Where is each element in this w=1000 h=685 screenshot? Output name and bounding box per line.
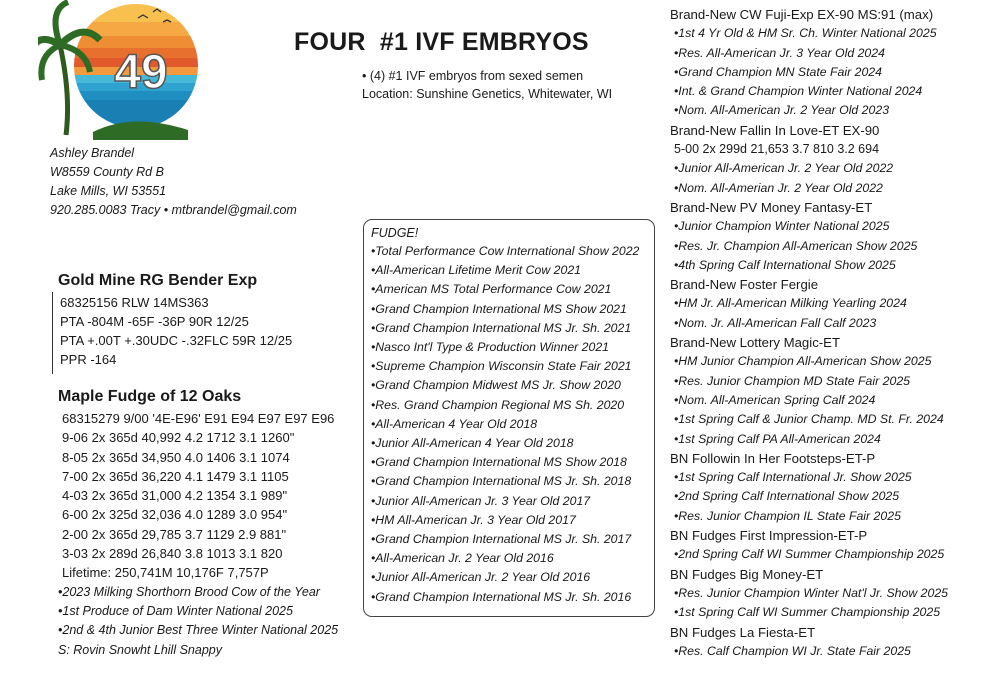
fudge-heading: FUDGE! — [371, 226, 419, 240]
fudge-honor: •Grand Champion International MS Show 2021 — [371, 301, 627, 316]
lot-number: 49 — [114, 46, 168, 99]
contact-address-line1: W8559 County Rd B — [50, 165, 164, 179]
family-member-name: BN Fudges La Fiesta-ET — [670, 624, 816, 640]
dam-honor: •2023 Milking Shorthorn Brood Cow of the Year — [58, 584, 320, 599]
family-member-honor: •HM Junior Champion All-American Show 2025 — [674, 354, 932, 369]
family-member-honor: •1st Spring Calf International Jr. Show 2025 — [674, 470, 912, 485]
fudge-honor: •Junior All-American Jr. 3 Year Old 2017 — [371, 493, 591, 508]
family-member-name: Brand-New Lottery Magic-ET — [670, 335, 841, 351]
family-member-honor: •4th Spring Calf International Show 2025 — [674, 257, 896, 272]
sire-details — [60, 293, 292, 369]
family-member-honor: •Res. Jr. Champion All-American Show 2025 — [674, 238, 918, 253]
family-member-honor: •Int. & Grand Champion Winter National 2024 — [674, 84, 923, 99]
fudge-honor: •Total Performance Cow International Show 2022 — [371, 244, 640, 258]
dam-records — [62, 409, 338, 583]
dam-record: 8-05 2x 365d 34,950 4.0 1406 3.1 1074 — [62, 449, 290, 465]
dam-record: 4-03 2x 365d 31,000 4.2 1354 3.1 989" — [62, 488, 288, 504]
family-member-honor: •Res. All-American Jr. 3 Year Old 2024 — [674, 45, 885, 60]
family-member-honor: •Nom. All-American Spring Calf 2024 — [674, 392, 876, 407]
family-member-honor: •Res. Junior Champion MD State Fair 2025 — [674, 373, 911, 388]
family-member-honor: •Junior Champion Winter National 2025 — [674, 219, 890, 234]
family-member-name: Brand-New CW Fuji-Exp EX-90 MS:91 (max) — [670, 7, 934, 22]
fudge-honor: •Grand Champion International MS Jr. Sh. 2017 — [371, 532, 632, 547]
family-member-name: Brand-New PV Money Fantasy-ET — [670, 199, 873, 215]
family-member-honor: •1st Spring Calf PA All-American 2024 — [674, 431, 881, 446]
dam-record: 68315279 9/00 '4E-E96' E91 E94 E97 E97 E96 — [62, 411, 335, 426]
fudge-honor: •Grand Champion International MS Show 2018 — [371, 455, 627, 470]
fudge-honor: •HM All-American Jr. 3 Year Old 2017 — [371, 512, 576, 527]
sunset-palm-icon — [38, 0, 203, 145]
family-member-record: 5-00 2x 299d 21,653 3.7 810 3.2 694 — [674, 142, 880, 157]
dam-record: Lifetime: 250,741M 10,176F 7,757P — [62, 565, 269, 581]
family-member-honor: •Res. Calf Champion WI Jr. State Fair 2025 — [674, 643, 911, 658]
contact-address-line2: Lake Mills, WI 53551 — [50, 184, 167, 198]
dam-record: 7-00 2x 365d 36,220 4.1 1479 3.1 1105 — [62, 468, 289, 484]
fudge-honor: •Grand Champion International MS Jr. Sh. 2016 — [371, 589, 632, 604]
offer-details — [362, 67, 612, 103]
fudge-honor: •Grand Champion International MS Jr. Sh. 2018 — [371, 474, 632, 489]
family-member-name: BN Fudges Big Money-ET — [670, 566, 824, 582]
fudge-honor: •Grand Champion Midwest MS Jr. Show 2020 — [371, 378, 621, 393]
sire-line: 68325156 RLW 14MS363 — [60, 295, 209, 310]
fudge-honor: •Res. Grand Champion Regional MS Sh. 2020 — [371, 397, 625, 412]
family-member-honor: •Nom. All-American Jr. 2 Year Old 2023 — [674, 103, 890, 118]
family-member-honor: •1st Spring Calf & Junior Champ. MD St. Fr. 2024 — [674, 412, 944, 427]
fudge-honor: •All-American Lifetime Merit Cow 2021 — [371, 263, 582, 278]
sire-name: Gold Mine RG Bender Exp — [58, 272, 258, 289]
family-member-honor: •Res. Junior Champion Winter Nat'l Jr. Show 2025 — [674, 585, 949, 600]
family-member-name: BN Fudges First Impression-ET-P — [670, 528, 868, 544]
family-member-honor: •Junior All-American Jr. 2 Year Old 2022 — [674, 161, 894, 176]
family-member-honor: •Nom. Jr. All-American Fall Calf 2023 — [674, 315, 877, 330]
fudge-honor: •Junior All-American 4 Year Old 2018 — [371, 436, 574, 451]
family-member-honor: •2nd Spring Calf WI Summer Championship 2025 — [674, 547, 945, 562]
dam-honor: •2nd & 4th Junior Best Three Winter National 2025 — [58, 623, 339, 638]
lot-logo — [38, 0, 203, 145]
sire-line: PTA +.00T +.30UDC -.32FLC 59R 12/25 — [60, 333, 293, 348]
fudge-honor: •Junior All-American Jr. 2 Year Old 2016 — [371, 570, 591, 585]
dam-record: 6-00 2x 325d 32,036 4.0 1289 3.0 954" — [62, 507, 288, 523]
family-column — [670, 5, 1000, 661]
dam-record: 9-06 2x 365d 40,992 4.2 1712 3.1 1260" — [62, 430, 295, 446]
family-member-honor: •1st Spring Calf WI Summer Championship 2025 — [674, 605, 941, 620]
sire-section — [58, 272, 292, 369]
dam-name: Maple Fudge of 12 Oaks — [58, 388, 242, 405]
family-member-honor: •HM Jr. All-American Milking Yearling 2024 — [674, 296, 907, 311]
consignor-contact — [50, 144, 297, 220]
dam-honor: •1st Produce of Dam Winter National 2025 — [58, 603, 293, 618]
family-member-name: Brand-New Fallin In Love-ET EX-90 — [670, 122, 880, 138]
family-member-honor: •Res. Junior Champion IL State Fair 2025 — [674, 508, 901, 523]
fudge-honor: •Supreme Champion Wisconsin State Fair 2021 — [371, 359, 632, 374]
fudge-honors-list — [371, 242, 654, 607]
family-member-honor: •2nd Spring Calf International Show 2025 — [674, 489, 900, 504]
sire-line: PTA -804M -65F -36P 90R 12/25 — [60, 314, 249, 329]
location-line: Location: Sunshine Genetics, Whitewater, WI — [362, 87, 613, 101]
dam-section — [58, 388, 338, 660]
fudge-honor: •All-American 4 Year Old 2018 — [371, 416, 538, 431]
family-member-honor: •Nom. All-Amerian Jr. 2 Year Old 2022 — [674, 180, 883, 195]
sire-divider — [52, 292, 53, 374]
fudge-honor: •Nasco Int'l Type & Production Winner 2021 — [371, 340, 610, 355]
fudge-honors-box — [363, 219, 655, 617]
contact-name: Ashley Brandel — [50, 146, 135, 160]
offer-line: • (4) #1 IVF embryos from sexed semen — [362, 69, 584, 83]
dam-record: 3-03 2x 289d 26,840 3.8 1013 3.1 820 — [62, 546, 283, 562]
lot-title: FOUR #1 IVF EMBRYOS — [294, 28, 589, 56]
dam-honors — [58, 583, 338, 660]
fudge-honor: •Grand Champion International MS Jr. Sh. 2021 — [371, 320, 632, 335]
family-member-name: BN Followin In Her Footsteps-ET-P — [670, 450, 876, 466]
dam-sire: S: Rovin Snowht Lhill Snappy — [58, 642, 222, 657]
family-member-name: Brand-New Foster Fergie — [670, 277, 819, 293]
contact-phone-email: 920.285.0083 Tracy • mtbrandel@gmail.com — [50, 203, 297, 217]
sire-line: PPR -164 — [60, 352, 117, 367]
fudge-honor: •All-American Jr. 2 Year Old 2016 — [371, 551, 554, 566]
family-member-honor: •1st 4 Yr Old & HM Sr. Ch. Winter National 2025 — [674, 26, 937, 41]
fudge-honor: •American MS Total Performance Cow 2021 — [371, 282, 612, 297]
family-member-honor: •Grand Champion MN State Fair 2024 — [674, 64, 882, 79]
dam-record: 2-00 2x 365d 29,785 3.7 1129 2.9 881" — [62, 526, 287, 542]
